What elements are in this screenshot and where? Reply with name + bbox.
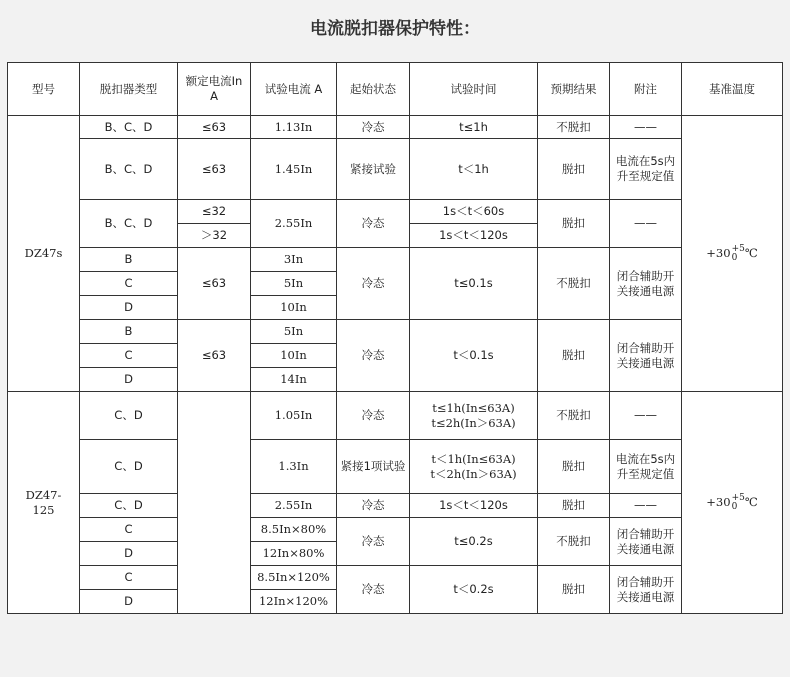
test-current-cell: 10In bbox=[251, 296, 337, 320]
test-time-line-1: t＜1h(In≤63A) bbox=[431, 451, 516, 466]
note-cell: 闭合辅助开关接通电源 bbox=[610, 320, 682, 392]
note-cell: 电流在5s内升至规定值 bbox=[610, 139, 682, 200]
rated-current-cell: ≤63 bbox=[178, 116, 251, 139]
test-time-cell: t≤0.1s bbox=[410, 248, 538, 320]
initial-state-cell: 冷态 bbox=[337, 518, 410, 566]
header-note: 附注 bbox=[610, 63, 682, 116]
trip-type-cell: C bbox=[80, 344, 178, 368]
trip-type-cell: D bbox=[80, 368, 178, 392]
header-model: 型号 bbox=[8, 63, 80, 116]
initial-state-cell: 冷态 bbox=[337, 392, 410, 440]
note-cell: —— bbox=[610, 392, 682, 440]
trip-type-cell: B bbox=[80, 248, 178, 272]
header-test-current: 试验电流 A bbox=[251, 63, 337, 116]
table-row bbox=[8, 139, 783, 200]
model-cell: DZ47s bbox=[8, 116, 80, 392]
test-time-cell: t≤1h bbox=[410, 116, 538, 139]
temp-unit: ℃ bbox=[744, 494, 758, 509]
trip-type-cell: B、C、D bbox=[80, 116, 178, 139]
test-time-cell bbox=[410, 392, 538, 440]
trip-type-cell: D bbox=[80, 590, 178, 614]
header-expected-result: 预期结果 bbox=[538, 63, 610, 116]
trip-type-cell: C、D bbox=[80, 392, 178, 440]
expected-result-cell: 脱扣 bbox=[538, 494, 610, 518]
test-current-cell: 1.05In bbox=[251, 392, 337, 440]
rated-current-cell: ≤63 bbox=[178, 320, 251, 392]
protection-characteristics-table bbox=[7, 62, 783, 614]
table-row bbox=[8, 518, 783, 542]
temp-base: +30 bbox=[706, 245, 731, 260]
trip-type-cell: D bbox=[80, 542, 178, 566]
temp-unit: ℃ bbox=[744, 245, 758, 260]
table-row bbox=[8, 200, 783, 224]
temp-sub: 0 bbox=[731, 501, 738, 512]
test-current-cell: 12In×120% bbox=[251, 590, 337, 614]
temp-sup: +5 bbox=[731, 492, 745, 503]
rated-current-cell: ＞32 bbox=[178, 224, 251, 248]
test-time-cell bbox=[410, 440, 538, 494]
page-title: 电流脱扣器保护特性： bbox=[310, 19, 480, 39]
trip-type-cell: B、C、D bbox=[80, 200, 178, 248]
initial-state-cell: 紧接1项试验 bbox=[337, 440, 410, 494]
trip-type-cell: C、D bbox=[80, 440, 178, 494]
temp-base: +30 bbox=[706, 494, 731, 509]
test-time-cell: t＜1h bbox=[410, 139, 538, 200]
expected-result-cell: 不脱扣 bbox=[538, 518, 610, 566]
ref-temperature-cell bbox=[682, 392, 783, 614]
expected-result-cell: 脱扣 bbox=[538, 320, 610, 392]
test-current-cell: 1.45In bbox=[251, 139, 337, 200]
test-time-line-2: t＜2h(In＞63A) bbox=[430, 466, 517, 481]
test-current-cell: 12In×80% bbox=[251, 542, 337, 566]
table-row bbox=[8, 116, 783, 139]
initial-state-cell: 冷态 bbox=[337, 248, 410, 320]
initial-state-cell: 冷态 bbox=[337, 566, 410, 614]
rated-current-cell: ≤32 bbox=[178, 200, 251, 224]
trip-type-cell: D bbox=[80, 296, 178, 320]
test-time-cell: t＜0.2s bbox=[410, 566, 538, 614]
temp-sub: 0 bbox=[731, 252, 738, 263]
rated-current-cell: ≤63 bbox=[178, 139, 251, 200]
test-current-cell: 10In bbox=[251, 344, 337, 368]
test-time-cell: 1s＜t＜120s bbox=[410, 224, 538, 248]
trip-type-cell: C bbox=[80, 518, 178, 542]
model-line-1: DZ47- bbox=[25, 487, 62, 502]
rated-current-cell: ≤63 bbox=[178, 248, 251, 320]
initial-state-cell: 冷态 bbox=[337, 200, 410, 248]
trip-type-cell: C bbox=[80, 566, 178, 590]
expected-result-cell: 脱扣 bbox=[538, 440, 610, 494]
expected-result-cell: 脱扣 bbox=[538, 566, 610, 614]
expected-result-cell: 不脱扣 bbox=[538, 392, 610, 440]
note-cell: 闭合辅助开关接通电源 bbox=[610, 566, 682, 614]
test-time-cell: t＜0.1s bbox=[410, 320, 538, 392]
initial-state-cell: 冷态 bbox=[337, 320, 410, 392]
test-current-cell: 8.5In×80% bbox=[251, 518, 337, 542]
trip-type-cell: B bbox=[80, 320, 178, 344]
test-time-line-2: t≤2h(In＞63A) bbox=[431, 415, 516, 430]
initial-state-cell: 冷态 bbox=[337, 116, 410, 139]
trip-type-cell: B、C、D bbox=[80, 139, 178, 200]
header-trip-type: 脱扣器类型 bbox=[80, 63, 178, 116]
test-current-cell: 5In bbox=[251, 320, 337, 344]
test-current-cell: 14In bbox=[251, 368, 337, 392]
test-time-cell: 1s＜t＜60s bbox=[410, 200, 538, 224]
test-time-cell: 1s＜t＜120s bbox=[410, 494, 538, 518]
note-cell: 闭合辅助开关接通电源 bbox=[610, 248, 682, 320]
note-cell: 闭合辅助开关接通电源 bbox=[610, 518, 682, 566]
test-current-cell: 1.3In bbox=[251, 440, 337, 494]
expected-result-cell: 不脱扣 bbox=[538, 116, 610, 139]
note-cell: —— bbox=[610, 200, 682, 248]
table-row bbox=[8, 248, 783, 272]
note-cell: —— bbox=[610, 494, 682, 518]
expected-result-cell: 脱扣 bbox=[538, 200, 610, 248]
table-row bbox=[8, 320, 783, 344]
model-line-2: 125 bbox=[32, 502, 55, 517]
header-row bbox=[8, 63, 783, 116]
initial-state-cell: 冷态 bbox=[337, 494, 410, 518]
expected-result-cell: 脱扣 bbox=[538, 139, 610, 200]
table-row bbox=[8, 392, 783, 440]
test-current-cell: 2.55In bbox=[251, 200, 337, 248]
test-current-cell: 2.55In bbox=[251, 494, 337, 518]
test-current-cell: 1.13In bbox=[251, 116, 337, 139]
test-time-cell: t≤0.2s bbox=[410, 518, 538, 566]
initial-state-cell: 紧接试验 bbox=[337, 139, 410, 200]
temp-sup: +5 bbox=[731, 243, 745, 254]
trip-type-cell: C bbox=[80, 272, 178, 296]
note-cell: —— bbox=[610, 116, 682, 139]
trip-type-cell: C、D bbox=[80, 494, 178, 518]
test-current-cell: 8.5In×120% bbox=[251, 566, 337, 590]
header-initial-state: 起始状态 bbox=[337, 63, 410, 116]
test-current-cell: 3In bbox=[251, 248, 337, 272]
table-row bbox=[8, 566, 783, 590]
table-row bbox=[8, 494, 783, 518]
header-test-time: 试验时间 bbox=[410, 63, 538, 116]
header-rated-current: 额定电流In A bbox=[178, 63, 251, 116]
header-ref-temperature: 基准温度 bbox=[682, 63, 783, 116]
table-row bbox=[8, 440, 783, 494]
expected-result-cell: 不脱扣 bbox=[538, 248, 610, 320]
test-current-cell: 5In bbox=[251, 272, 337, 296]
model-cell bbox=[8, 392, 80, 614]
rated-current-cell-empty bbox=[178, 392, 251, 614]
note-cell: 电流在5s内升至规定值 bbox=[610, 440, 682, 494]
test-time-line-1: t≤1h(In≤63A) bbox=[432, 400, 515, 415]
ref-temperature-cell bbox=[682, 116, 783, 392]
